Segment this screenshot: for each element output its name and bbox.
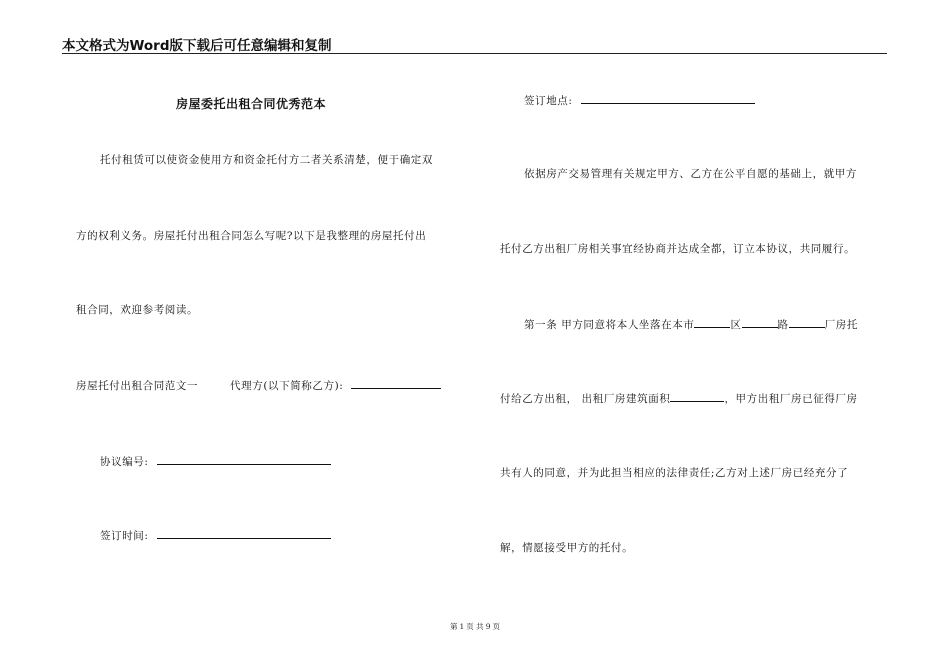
sign-time-blank <box>157 528 331 539</box>
sample-heading <box>76 378 441 393</box>
document-title: 房屋委托出租合同优秀范本 <box>176 97 327 111</box>
number-blank <box>789 317 825 328</box>
intro-line-1: 托付租赁可以使资金使用方和资金托付方二者关系清楚，便于确定双 <box>100 154 433 166</box>
article1-text-c: 路 <box>777 319 789 331</box>
road-blank <box>742 317 778 328</box>
sample-label: 房屋托付出租合同范文一 <box>76 380 199 392</box>
para1-line-2: 托付乙方出租厂房相关事宜经协商并达成全都，订立本协议，共同履行。 <box>500 243 856 255</box>
article1-line-4: 解，情愿接受甲方的托付。 <box>500 542 634 554</box>
area-blank <box>670 391 724 402</box>
agreement-number-blank <box>157 454 331 465</box>
intro-line-3: 租合同，欢迎参考阅读。 <box>76 304 199 316</box>
agreement-number-row <box>100 454 331 469</box>
article1-text-b: 区 <box>730 319 742 331</box>
article1-text-a: 第一条 甲方同意将本人坐落在本市 <box>524 319 695 331</box>
intro-line-2: 方的权利义务。房屋托付出租合同怎么写呢?以下是我整理的房屋托付出 <box>76 230 427 242</box>
article1-line-1 <box>524 317 858 332</box>
agreement-number-label: 协议编号: <box>100 456 149 468</box>
district-blank <box>694 317 730 328</box>
footer-mid: 页 共 <box>466 622 484 631</box>
para1-line-1: 依据房产交易管理有关规定甲方、乙方在公平自愿的基础上，就甲方 <box>524 168 857 180</box>
article1-line2-text-a: 付给乙方出租， 出租厂房建筑面积 <box>500 393 671 405</box>
sign-time-row <box>100 528 331 543</box>
page-footer <box>0 621 950 632</box>
footer-page-number: 1 <box>459 622 465 631</box>
header-divider <box>62 53 887 54</box>
document-header: 本文格式为Word版下载后可任意编辑和复制 <box>62 38 332 54</box>
footer-prefix: 第 <box>450 622 458 631</box>
agent-label: 代理方(以下简称乙方): <box>230 380 344 392</box>
sign-place-row <box>524 93 755 108</box>
article1-line-3: 共有人的同意，并为此担当相应的法律责任;乙方对上述厂房已经充分了 <box>500 467 849 479</box>
article1-text-d: 厂房托 <box>824 319 858 331</box>
article1-line-2 <box>500 391 858 406</box>
sign-time-label: 签订时间: <box>100 530 149 542</box>
sign-place-blank <box>581 93 755 104</box>
agent-blank <box>351 378 441 389</box>
footer-suffix: 页 <box>492 622 500 631</box>
sign-place-label: 签订地点: <box>524 95 573 107</box>
footer-total-pages: 9 <box>485 622 491 631</box>
article1-line2-text-b: ，甲方出租厂房已征得厂房 <box>724 393 858 405</box>
